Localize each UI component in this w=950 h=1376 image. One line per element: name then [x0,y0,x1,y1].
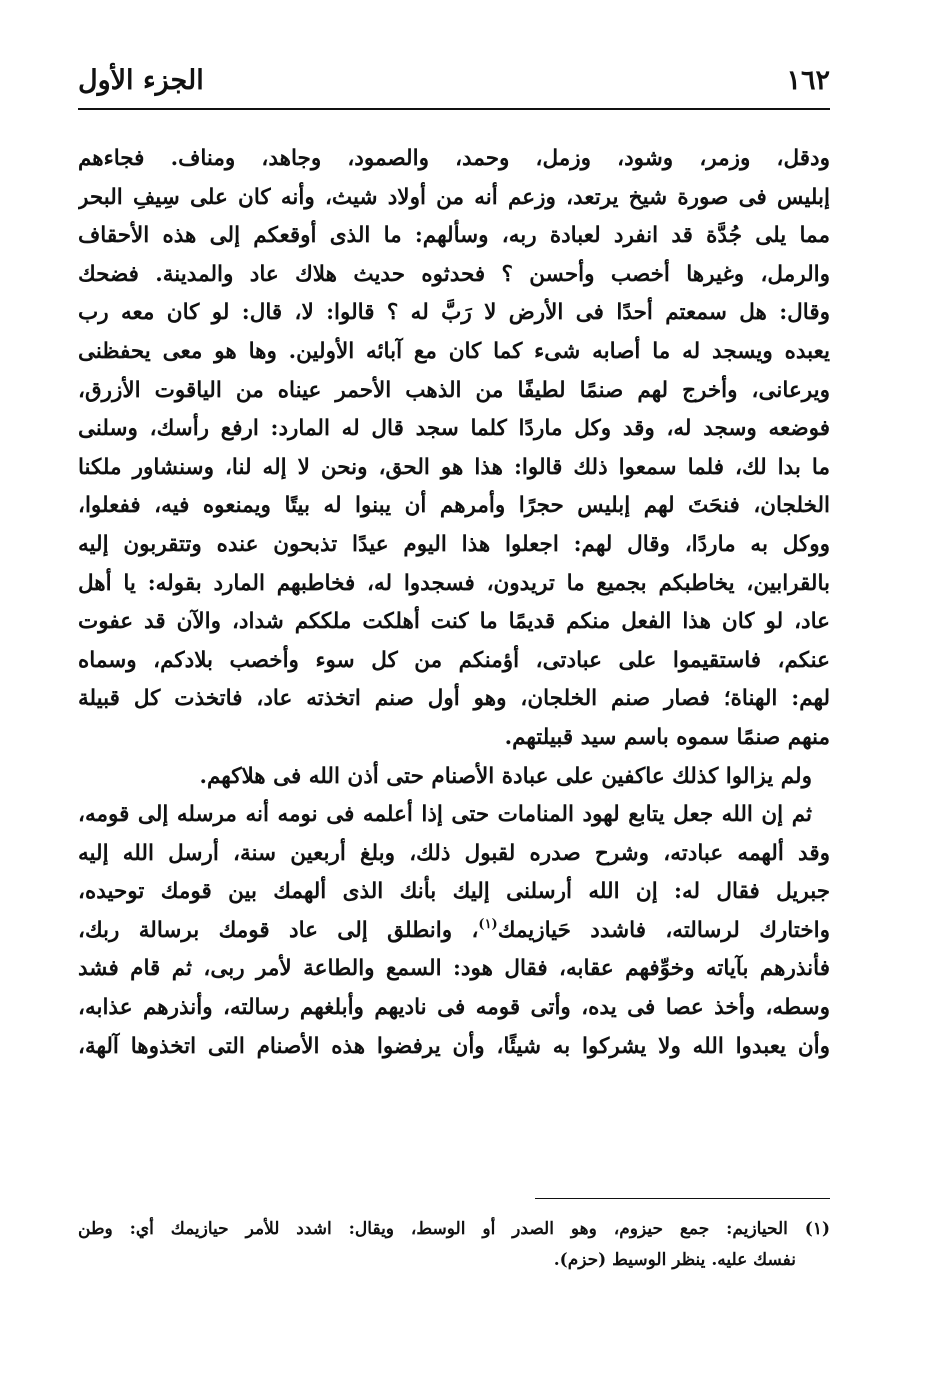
footnote-reference[interactable]: (١) [478,916,498,932]
text-line: والرمل، وغيرها أخصب وأحسن ؟ فحدثوه حديث هلاك عاد والمدينة. فضحك [78,261,830,287]
text-line: ما بدا لك، فلما سمعوا ذلك قالوا: هذا هو الحق، ونحن لا إله لنا، وسنشاور ملكنا [78,454,830,480]
text-line: فأنذرهم بآياته وخوِّفهم عقابه، فقال هود: السمع والطاعة لأمر ربى، ثم قام فشد [78,956,830,982]
footnote-item [78,1214,830,1245]
paragraph-line: ولم يزالوا كذلك عاكفين على عبادة الأصنام حتى أذن الله فى هلاكهم. [199,763,812,789]
footnote-text: الحيازيم: جمع حيزوم، وهو الصدر أو الوسط، ويقال: اشدد للأمر حيازيمك أي: وطن [78,1219,788,1239]
text-line: وقد ألهمه عبادته، وشرح صدره لقبول ذلك، وبلغ أربعين سنة، أرسل الله إليه [78,840,830,866]
text-line: ووكل به ماردًا، وقال لهم: اجعلوا هذا اليوم عيدًا تذبحون عنده وتتقربون إليه [78,531,830,557]
text-line: يعبده ويسجد له ما أصابه شىء كما كان مع آبائه الأولين. وها هو معى يحفظنى [78,338,830,364]
footnote-divider [535,1198,830,1199]
text-line-with-footnote [78,912,830,951]
paragraph-start-line: ثم إن الله جعل يتابع لهود المنامات حتى إذا أعلمه فى نومه أنه مرسله إلى قومه، [78,802,812,828]
text-line: لهم: الهناة؛ فصار صنم الخلجان، وهو أول صنم اتخذته عاد، فاتخذت كل قبيلة [78,686,830,712]
text-segment: ، وانطلق إلى عاد قومك برسالة ربك، [78,917,479,943]
text-line: جبريل فقال له: إن الله أرسلنى إليك بأنك الذى ألهمك بين قومك توحيده، [78,879,830,905]
footnotes [78,1214,830,1276]
text-line: ويرعانى، وأخرج لهم صنمًا لطيفًا من الذهب الأحمر عيناه من الياقوت الأزرق، [78,377,830,403]
running-title: الجزء الأول [78,65,204,96]
text-line: وسطه، وأخذ عصا فى يده، وأتى قومه فى ناديهم وأبلغهم رسالته، وأنذرهم عذابه، [78,995,830,1021]
text-line: بالقرابين، يخاطبكم بجميع ما تريدون، فسجدوا له، فخاطبهم المارد بقوله: يا أهل [78,570,830,596]
page-number: ١٦٢ [786,65,830,96]
footnote-number: (١) [804,1219,830,1239]
text-line: وأن يعبدوا الله ولا يشركوا به شيئًا، وأن يرفضوا هذه الأصنام التى اتخذوها آلهة، [78,1033,830,1059]
text-line: عاد، لو كان هذا الفعل منكم قديمًا ما كنت أهلكت ملككم شداد، والآن قد عفوت [78,609,830,635]
paragraph-end-line: منهم صنمًا سموه باسم سيد قبيلتهم. [504,724,830,750]
text-line: الخلجان، فنحَتَ لهم إبليس حجرًا وأمرهم أن يبنوا له بيتًا ويمنعوه فيه، ففعلوا، [78,493,830,519]
header-divider [78,108,830,110]
main-text [78,140,830,1066]
text-line: وقال: هل سمعتم أحدًا فى الأرض لا رَبَّ له ؟ قالوا: لا، قال: لو كان معه رب [78,300,830,326]
text-line: فوضعه وسجد له، وقد وكل ماردًا كلما سجد قال له المارد: ارفع رأسك، وسلنى [78,416,830,442]
text-line: عنكم، فاستقيموا على عبادتى، أؤمنكم من كل سوء وأخصب بلادكم، وسماه [78,647,830,673]
page-header [78,60,830,106]
text-line: ودقل، وزمر، وشود، وزمل، وحمد، والصمود، وجاهد، ومناف. فجاءهم [78,146,830,171]
text-line: إبليس فى صورة شيخ يرتعد، وزعم أنه من أولاد شيث، وأنه كان على سِيفِ البحر [78,184,830,210]
footnote-continuation: نفسك عليه. ينظر الوسيط (حزم). [553,1250,796,1270]
text-segment: واختارك لرسالته، فاشدد حَيازيمك [497,917,830,943]
text-line: مما يلى جُدَّة قد انفرد لعبادة ربه، وسألهم: ما الذى أوقعكم إلى هذه الأحقاف [78,223,830,249]
